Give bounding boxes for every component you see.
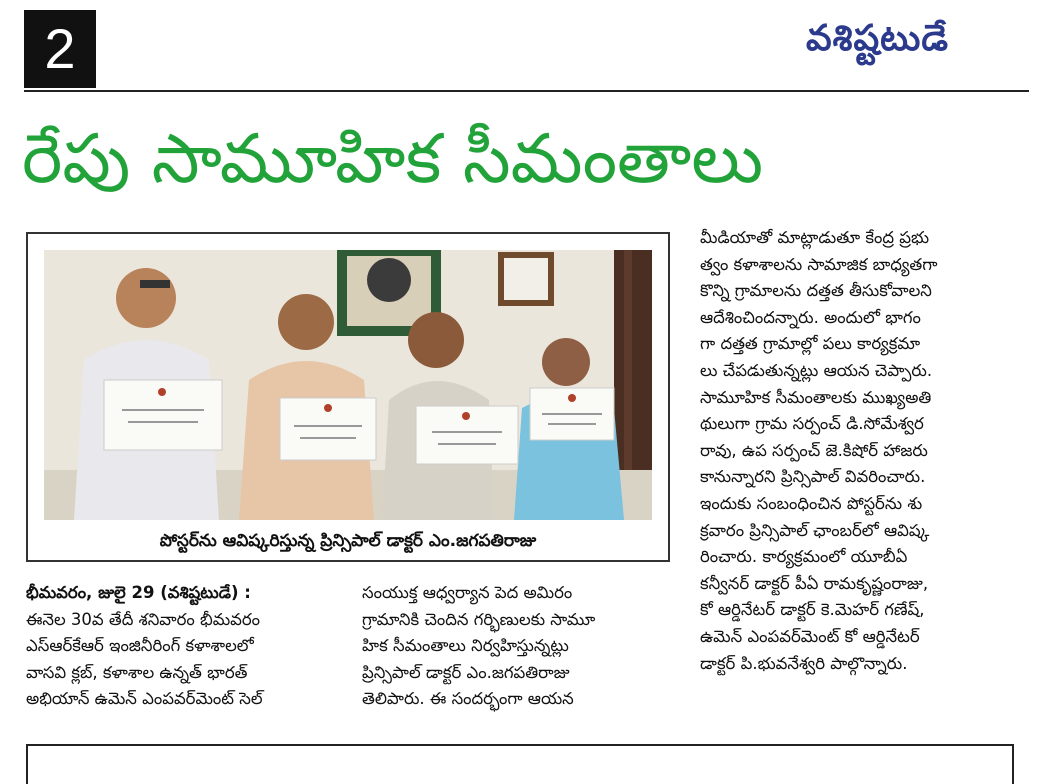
headline: రేపు సామూహిక సీమంతాలు	[22, 120, 764, 199]
article-line: రించారు. కార్యక్రమంలో యూబీఏ	[700, 547, 908, 567]
news-photo	[44, 250, 652, 520]
masthead-logo: వశిష్టటుడే	[806, 18, 949, 59]
article-line: గ్రామానికి చెందిన గర్భిణులకు సామూ	[362, 609, 596, 629]
article-line: గా దత్తత గ్రామాల్లో పలు కార్యక్రమా	[700, 334, 921, 354]
article-line: ఎస్ఆర్‌కేఆర్ ఇంజినీరింగ్ కళాశాలలో	[26, 636, 254, 656]
article-line: అభియాన్ ఉమెన్ ఎంపవర్‌మెంట్ సెల్	[26, 689, 263, 709]
page-number: 2	[24, 10, 96, 88]
article-column-right	[700, 225, 1018, 677]
article-line: కానున్నారని ప్రిన్సిపాల్ వివరించారు.	[700, 467, 926, 487]
article-line: మీడియాతో మాట్లాడుతూ కేంద్ర ప్రభు	[700, 228, 930, 247]
article-column-left	[26, 580, 336, 713]
dateline: భీమవరం, జులై 29 (వశిష్టటుడే) :	[26, 583, 251, 602]
photo-box	[26, 232, 670, 562]
top-rule	[24, 90, 1029, 92]
article-line: డాక్టర్ పి.భువనేశ్వరి పాల్గొన్నారు.	[700, 653, 908, 673]
article-line: రావు, ఉప సర్పంచ్ జె.కిషోర్ హాజరు	[700, 440, 928, 460]
article-line: వాసవి క్లబ్, కళాశాల ఉన్నత్ భారత్	[26, 662, 248, 682]
photo-illustration	[44, 250, 652, 520]
article-line: సంయుక్త ఆధ్వర్యాన పెద అమిరం	[362, 583, 573, 602]
article-line: కో ఆర్డినేటర్ డాక్టర్ కె.మెహర్ గణేష్,	[700, 600, 925, 620]
article-line: ఆదేశించిందన్నారు. అందులో భాగం	[700, 307, 921, 327]
article-line: థులుగా గ్రామ సర్పంచ్ డి.సోమేశ్వర	[700, 414, 924, 434]
article-line: క్రవారం ప్రిన్సిపాల్ ఛాంబర్‌లో ఆవిష్క	[700, 520, 930, 540]
article-line: కన్వీనర్ డాక్టర్ పీఏ రామకృష్ణంరాజు,	[700, 573, 929, 593]
article-line: ఇందుకు సంబంధించిన పోస్టర్‌ను శు	[700, 493, 923, 513]
article-line: ఈనెల 30వ తేదీ శనివారం భీమవరం	[26, 609, 261, 629]
photo-caption: పోస్టర్‌ను ఆవిష్కరిస్తున్న ప్రిన్సిపాల్ డాక్టర్ ఎం.జగపతిరాజు	[159, 531, 537, 551]
article-line: హిక సీమంతాలు నిర్వహిస్తున్నట్లు	[362, 636, 569, 656]
article-line: త్వం కళాశాలను సామాజిక బాధ్యతగా	[700, 254, 938, 274]
article-line: తెలిపారు. ఈ సందర్భంగా ఆయన	[362, 689, 574, 709]
article-line: సామూహిక సీమంతాలకు ముఖ్యఅతి	[700, 387, 932, 407]
article-line: ఉమెన్ ఎంపవర్‌మెంట్ కో ఆర్డినేటర్	[700, 626, 920, 646]
article-line: ప్రిన్సిపాల్ డాక్టర్ ఎం.జగపతిరాజు	[362, 662, 570, 682]
article-line: లు చేపడుతున్నట్లు ఆయన చెప్పారు.	[700, 360, 933, 380]
article-column-middle	[362, 580, 668, 713]
article-line: కొన్ని గ్రామాలను దత్తత తీసుకోవాలని	[700, 281, 932, 301]
next-article-box	[26, 744, 1014, 784]
